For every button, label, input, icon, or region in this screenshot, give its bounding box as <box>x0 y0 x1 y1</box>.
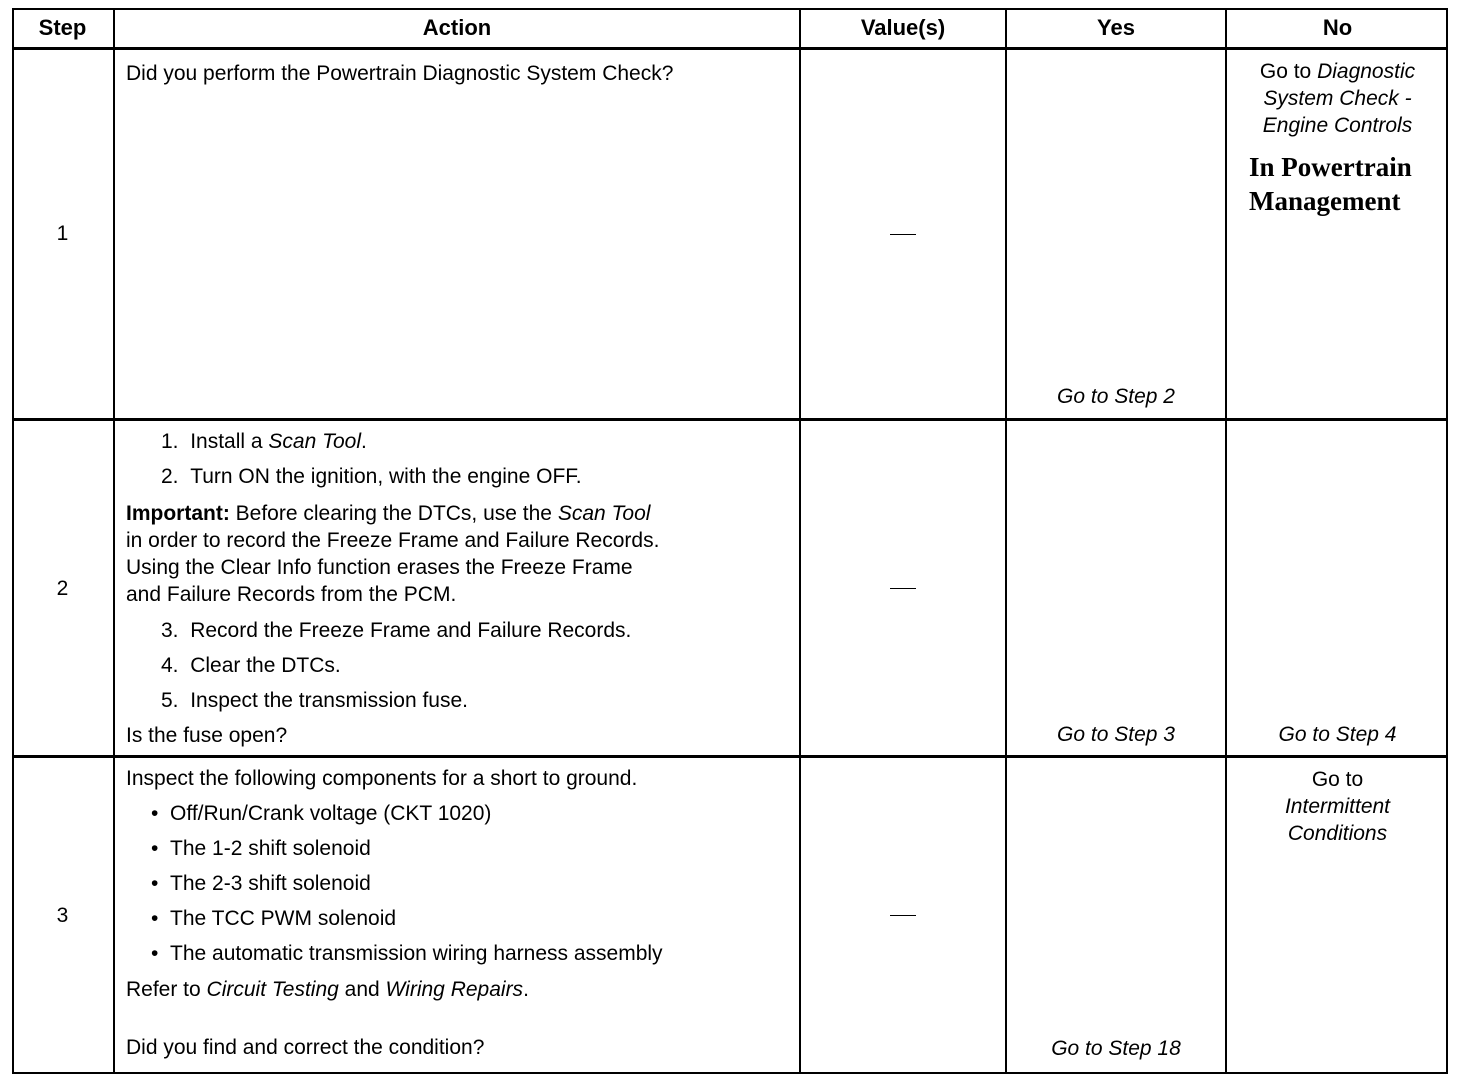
no-cell <box>1227 48 1448 420</box>
yes-cell <box>1007 420 1227 757</box>
yes-link[interactable]: Go to Step 2 <box>1057 385 1175 408</box>
value-cell <box>801 420 1007 757</box>
yes-link[interactable]: Go to Step 3 <box>1057 723 1175 746</box>
action-question: Did you find and correct the condition? <box>126 1036 485 1059</box>
table-row-step-3 <box>12 757 1448 1074</box>
no-manual-reference: In Powertrain Management <box>1249 152 1412 216</box>
header-values: Value(s) <box>801 8 1007 48</box>
step-number: 2 <box>12 420 115 757</box>
no-link[interactable]: Go to Step 4 <box>1278 723 1397 746</box>
action-refer: Refer to Circuit Testing and Wiring Repairs. <box>126 978 529 1001</box>
action-item-4: 4. Clear the DTCs. <box>161 654 341 677</box>
value-cell <box>801 757 1007 1074</box>
yes-cell <box>1007 48 1227 420</box>
action-cell <box>115 420 801 757</box>
value-dash <box>890 588 916 589</box>
value-dash <box>890 915 916 916</box>
step-number: 1 <box>12 48 115 420</box>
header-yes: Yes <box>1007 8 1227 48</box>
action-question: Is the fuse open? <box>126 724 288 747</box>
action-intro: Inspect the following components for a short to ground. <box>126 767 638 790</box>
action-item-3: 3. Record the Freeze Frame and Failure Records. <box>161 619 632 642</box>
action-bullet-1: • Off/Run/Crank voltage (CKT 1020) <box>151 802 492 825</box>
action-bullet-2: • The 1-2 shift solenoid <box>151 837 371 860</box>
no-cell <box>1227 757 1448 1074</box>
value-dash <box>890 234 916 235</box>
action-question: Did you perform the Powertrain Diagnostic System Check? <box>126 62 674 85</box>
action-bullet-3: • The 2-3 shift solenoid <box>151 872 371 895</box>
no-cell <box>1227 420 1448 757</box>
header-step: Step <box>12 8 115 48</box>
header-no: No <box>1322 15 1353 40</box>
table-header <box>12 8 1448 48</box>
link-circuit-testing[interactable]: Circuit Testing <box>206 978 339 1001</box>
step-number: 3 <box>12 757 115 1074</box>
row-divider-2 <box>12 755 1448 758</box>
link-wiring-repairs[interactable]: Wiring Repairs <box>385 978 524 1001</box>
action-item-2: 2. Turn ON the ignition, with the engine OFF. <box>161 465 582 488</box>
important-note: Important: Before clearing the DTCs, use the Scan Tool in order to record the Freeze Frame and Failure Records. Using the Clear Info function erases the Freeze Frame and Failure Records from the PCM. <box>126 502 660 606</box>
no-link-block[interactable]: Go to Intermittent Conditions <box>1284 768 1391 845</box>
header-action: Action <box>115 8 801 48</box>
action-item-1: 1. Install a Scan Tool. <box>161 430 367 453</box>
yes-link[interactable]: Go to Step 18 <box>1051 1037 1181 1060</box>
action-item-5: 5. Inspect the transmission fuse. <box>161 689 468 712</box>
value-cell <box>801 48 1007 420</box>
action-bullet-4: • The TCC PWM solenoid <box>151 907 397 930</box>
diagnostic-table <box>12 8 1448 1074</box>
table-row-step-1 <box>12 48 1448 420</box>
action-cell <box>115 48 801 420</box>
row-divider-1 <box>12 418 1448 421</box>
action-cell <box>115 757 801 1074</box>
table-row-step-2 <box>12 420 1448 757</box>
header-divider <box>12 47 1448 50</box>
yes-cell <box>1007 757 1227 1074</box>
action-bullet-5: • The automatic transmission wiring harness assembly <box>151 942 663 965</box>
no-link-block[interactable]: Go to Diagnostic System Check - Engine Controls <box>1259 60 1416 137</box>
